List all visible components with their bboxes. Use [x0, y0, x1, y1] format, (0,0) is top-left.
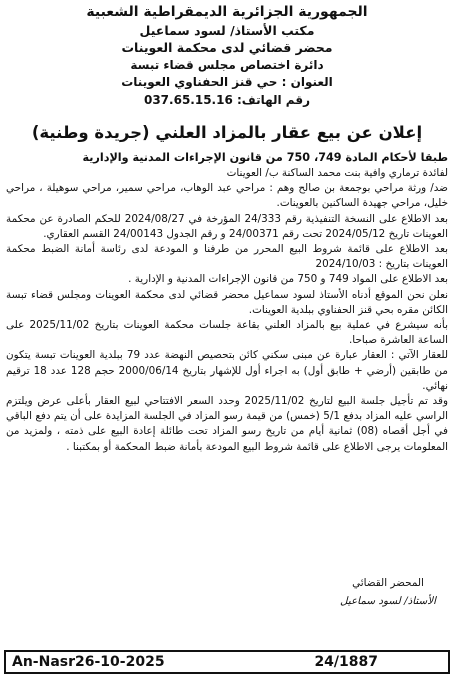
- header-line-jurisdiction: دائرة اختصاص مجلس قضاء تبسة: [130, 57, 324, 72]
- signature-role: المحضر القضائي: [352, 577, 424, 589]
- header-line-address: العنوان : حي قنز الحفناوي العوينات: [121, 75, 333, 89]
- paragraph-legal-basis: طبقا لأحكام المادة 749، 750 من قانون الإجراءات المدنية والإدارية: [82, 151, 448, 164]
- header-line-office: مكتب الأستاذ/ لسود سماعيل: [139, 22, 315, 38]
- publication-footer: [4, 650, 450, 674]
- header-line-republic: الجمهورية الجزائرية الديمقراطية الشعبية: [86, 4, 368, 20]
- paragraph-articles: بعد الاطلاع على المواد 749 و 750 من قانون الإجراءات المدنية و الإدارية .: [128, 273, 448, 286]
- paragraph-executive-copy: بعد الاطلاع على النسخة التنفيذية رقم 24/333 المؤرخة في 2024/08/27 للحكم الصادرة عن محكمة العوينات تاريخ 2024/05/12 تحت رقم 24/00371 و رقم الجدول 24/00143 القسم العقاري.: [6, 212, 448, 240]
- paragraph-property: للعقار الآتي : العقار عبارة عن مبنى سكني كائن بتحصيص النهضة عدد 79 ببلدية العوينات تبسة يتكون من طابقين (أرضي + طابق أول) به اجراء أول للإشهار بتاريخ 2000/06/14 حجم 128 عدد 18 ترقيم نهائي.: [6, 349, 448, 392]
- header-line-bailiff: محضر قضائي لدى محكمة العوينات: [121, 40, 333, 55]
- footer-newspaper-date: An-Nasr26-10-2025: [12, 654, 165, 670]
- signature-block: [328, 574, 448, 610]
- paragraph-beneficiary: لفائدة ترماري وافية بنت محمد الساكنة ب/ العوينات: [226, 167, 448, 179]
- paragraph-conditions-list: بعد الاطلاع على قائمة شروط البيع المحرر من طرفنا و المودعة لدى رئاسة أمانة الضبط محكمة العوينات بتاريخ : 2024/10/03: [6, 243, 448, 271]
- paragraph-terms: وقد تم تأجيل جلسة البيع لتاريخ 2025/11/02 وحدد السعر الافتتاحي لبيع العقار بأعلى عرض ويلتزم الراسي عليه المزاد بدفع 5/1 (خمس) من قيمة رسو المزاد في الجلسة المزايدة على أن يتم دفع الباقي في أجل أقصاه (08) ثمانية أيام من تاريخ رسو المزاد تحت طائلة إعادة البيع على ذمته ، ولمزيد من المعلومات يرجى الاطلاع على قائمة شروط البيع المودعة بأمانة ضبط المحكمة أو بمكتبنا .: [6, 395, 449, 453]
- header-line-phone: رقم الهاتف: 037.65.15.16: [143, 92, 310, 107]
- paragraph-auction-date: بأنه سيشرع في عملية بيع بالمزاد العلني بقاعة جلسات محكمة العوينات بتاريخ 2025/11/02 على الساعة العاشرة صباحا.: [6, 319, 448, 347]
- paragraph-announcement: نعلن نحن الموقع أدناه الأستاذ لسود سماعيل محضر قضائي لدى محكمة العوينات ومجلس قضاء تبسة الكائن مقره بحي قنز الحفناوي ببلدية العوينات.: [6, 288, 448, 316]
- legal-notice: [6, 4, 448, 644]
- paragraph-defendants: ضد/ ورثة مراحي بوجمعة بن صالح وهم : مراحي عبد الوهاب، مراحي سمير، مراحي سوهيلة ، مراحي خليل، مراحي جهيدة الساكنين بالعوينات.: [6, 182, 448, 210]
- footer-reference-number: 24/1887: [314, 654, 378, 670]
- notice-title: إعلان عن بيع عقار بالمزاد العلني (جريدة وطنية): [31, 123, 423, 142]
- signature-name: الأستاذ/ لسود سماعيل: [339, 595, 437, 607]
- office-header: [6, 4, 448, 109]
